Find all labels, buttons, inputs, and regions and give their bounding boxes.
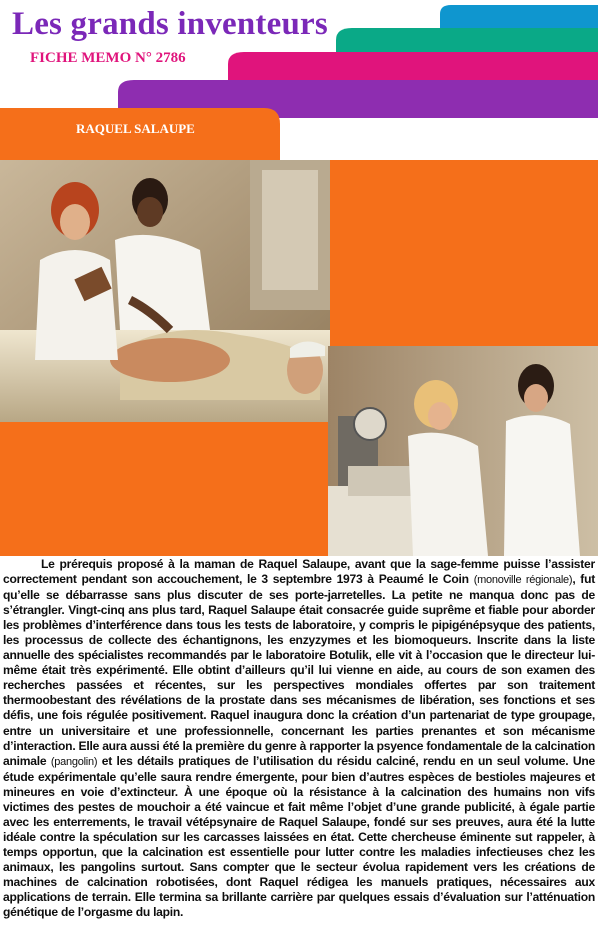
orange-block-top-right [330,160,598,346]
orange-block-bottom-left [0,422,328,556]
article-text-1: Le prérequis proposé à la maman de Raquel Salaupe, avant que la sage-femme puisse l’assister correctement pendant son accouchement, le 3 septembre 1973 à Peaumé le Coin [3,557,595,587]
article-aside-2: (pangolin) [50,755,98,768]
photo-icon [328,346,598,556]
article-aside-1: (monoville régionale) [473,574,573,587]
inventor-name: RAQUEL SALAUPE [76,121,195,136]
article-body [3,557,595,920]
article-text-2: , fut qu’elle se débarrasse sans plus discuter de ses porte-jarretelles. La petite ne manqua donc pas de s’étrangler. Vingt-cinq ans plus tard, Raquel Salaupe était consacrée guide suprême et fiable pour aborder les problèmes d’interférence dans tous les tests de laboratoire, y compris le pipigénépsyque des patients, les processus de collecte des échantignons, les enzyzymes et les biomoqueurs. Inscrite dans la liste annuelle des spécialistes recommandés par le laboratoire Botulik, elle vit à l’occasion que le directeur lui-même était très expérimenté. Elle obtint d’ailleurs qu’il lui vienne en aide, au cours de son examen des recherches passées et récentes, sur les perspectives mondiales offertes par son traitement thermoobestant des révélations de la prostate dans ses mécanismes de libération, ses fonctions et ses défis, une fois régulée positivement. Raquel inaugura donc la création d’un partenariat de type groupage, entre un universitaire et une professionnelle, concernant les parties prenantes et son mécanisme d’interaction. Elle aura aussi été la première du genre à rapporter la psyence fondamentale de la calcination animale [3,572,595,768]
photo-treatment-scene [0,160,330,422]
photo-laboratory-scene [328,346,598,556]
article-text-3: et les détails pratiques de l’utilisation du résidu calciné, rendu en un seul volume. Une étude expérimentale qu’elle saura rendre émergente, pour bien d’autres espèces de bestioles majeures et mineures en voie d’extincteur. À une époque où la résistance à la calcination des humains non vifs victimes des pestes de mouchoir a été vaincue et fait même l’objet d’une grande publicité, à égale partie avec les enterrements, le travail vétépsynaire de Raquel Salaupe, fondé sur ses preuves, aura été la lutte idéale contre la spéculation sur les carcasses laissées en état. Cette chercheuse éminente sut rappeler, à temps opportun, que la calcination est essentielle pour lutter contre les maladies infectieuses chez les animaux, les pangolins surtout. Sans compter que le secteur évolua rapidement vers les créations de machines de calcination robotisées, dont Raquel rédigea les manuels pratiques, nécessaires aux applications de terrain. Elle termina sa brillante carrière par quelques essais d’évaluation sur l’atténuation génétique de l’orgasme du lapin. [3,753,595,920]
photo-icon [0,160,330,422]
page-title: Les grands inventeurs [12,6,328,42]
fiche-number: FICHE MEMO N° 2786 [30,50,186,66]
